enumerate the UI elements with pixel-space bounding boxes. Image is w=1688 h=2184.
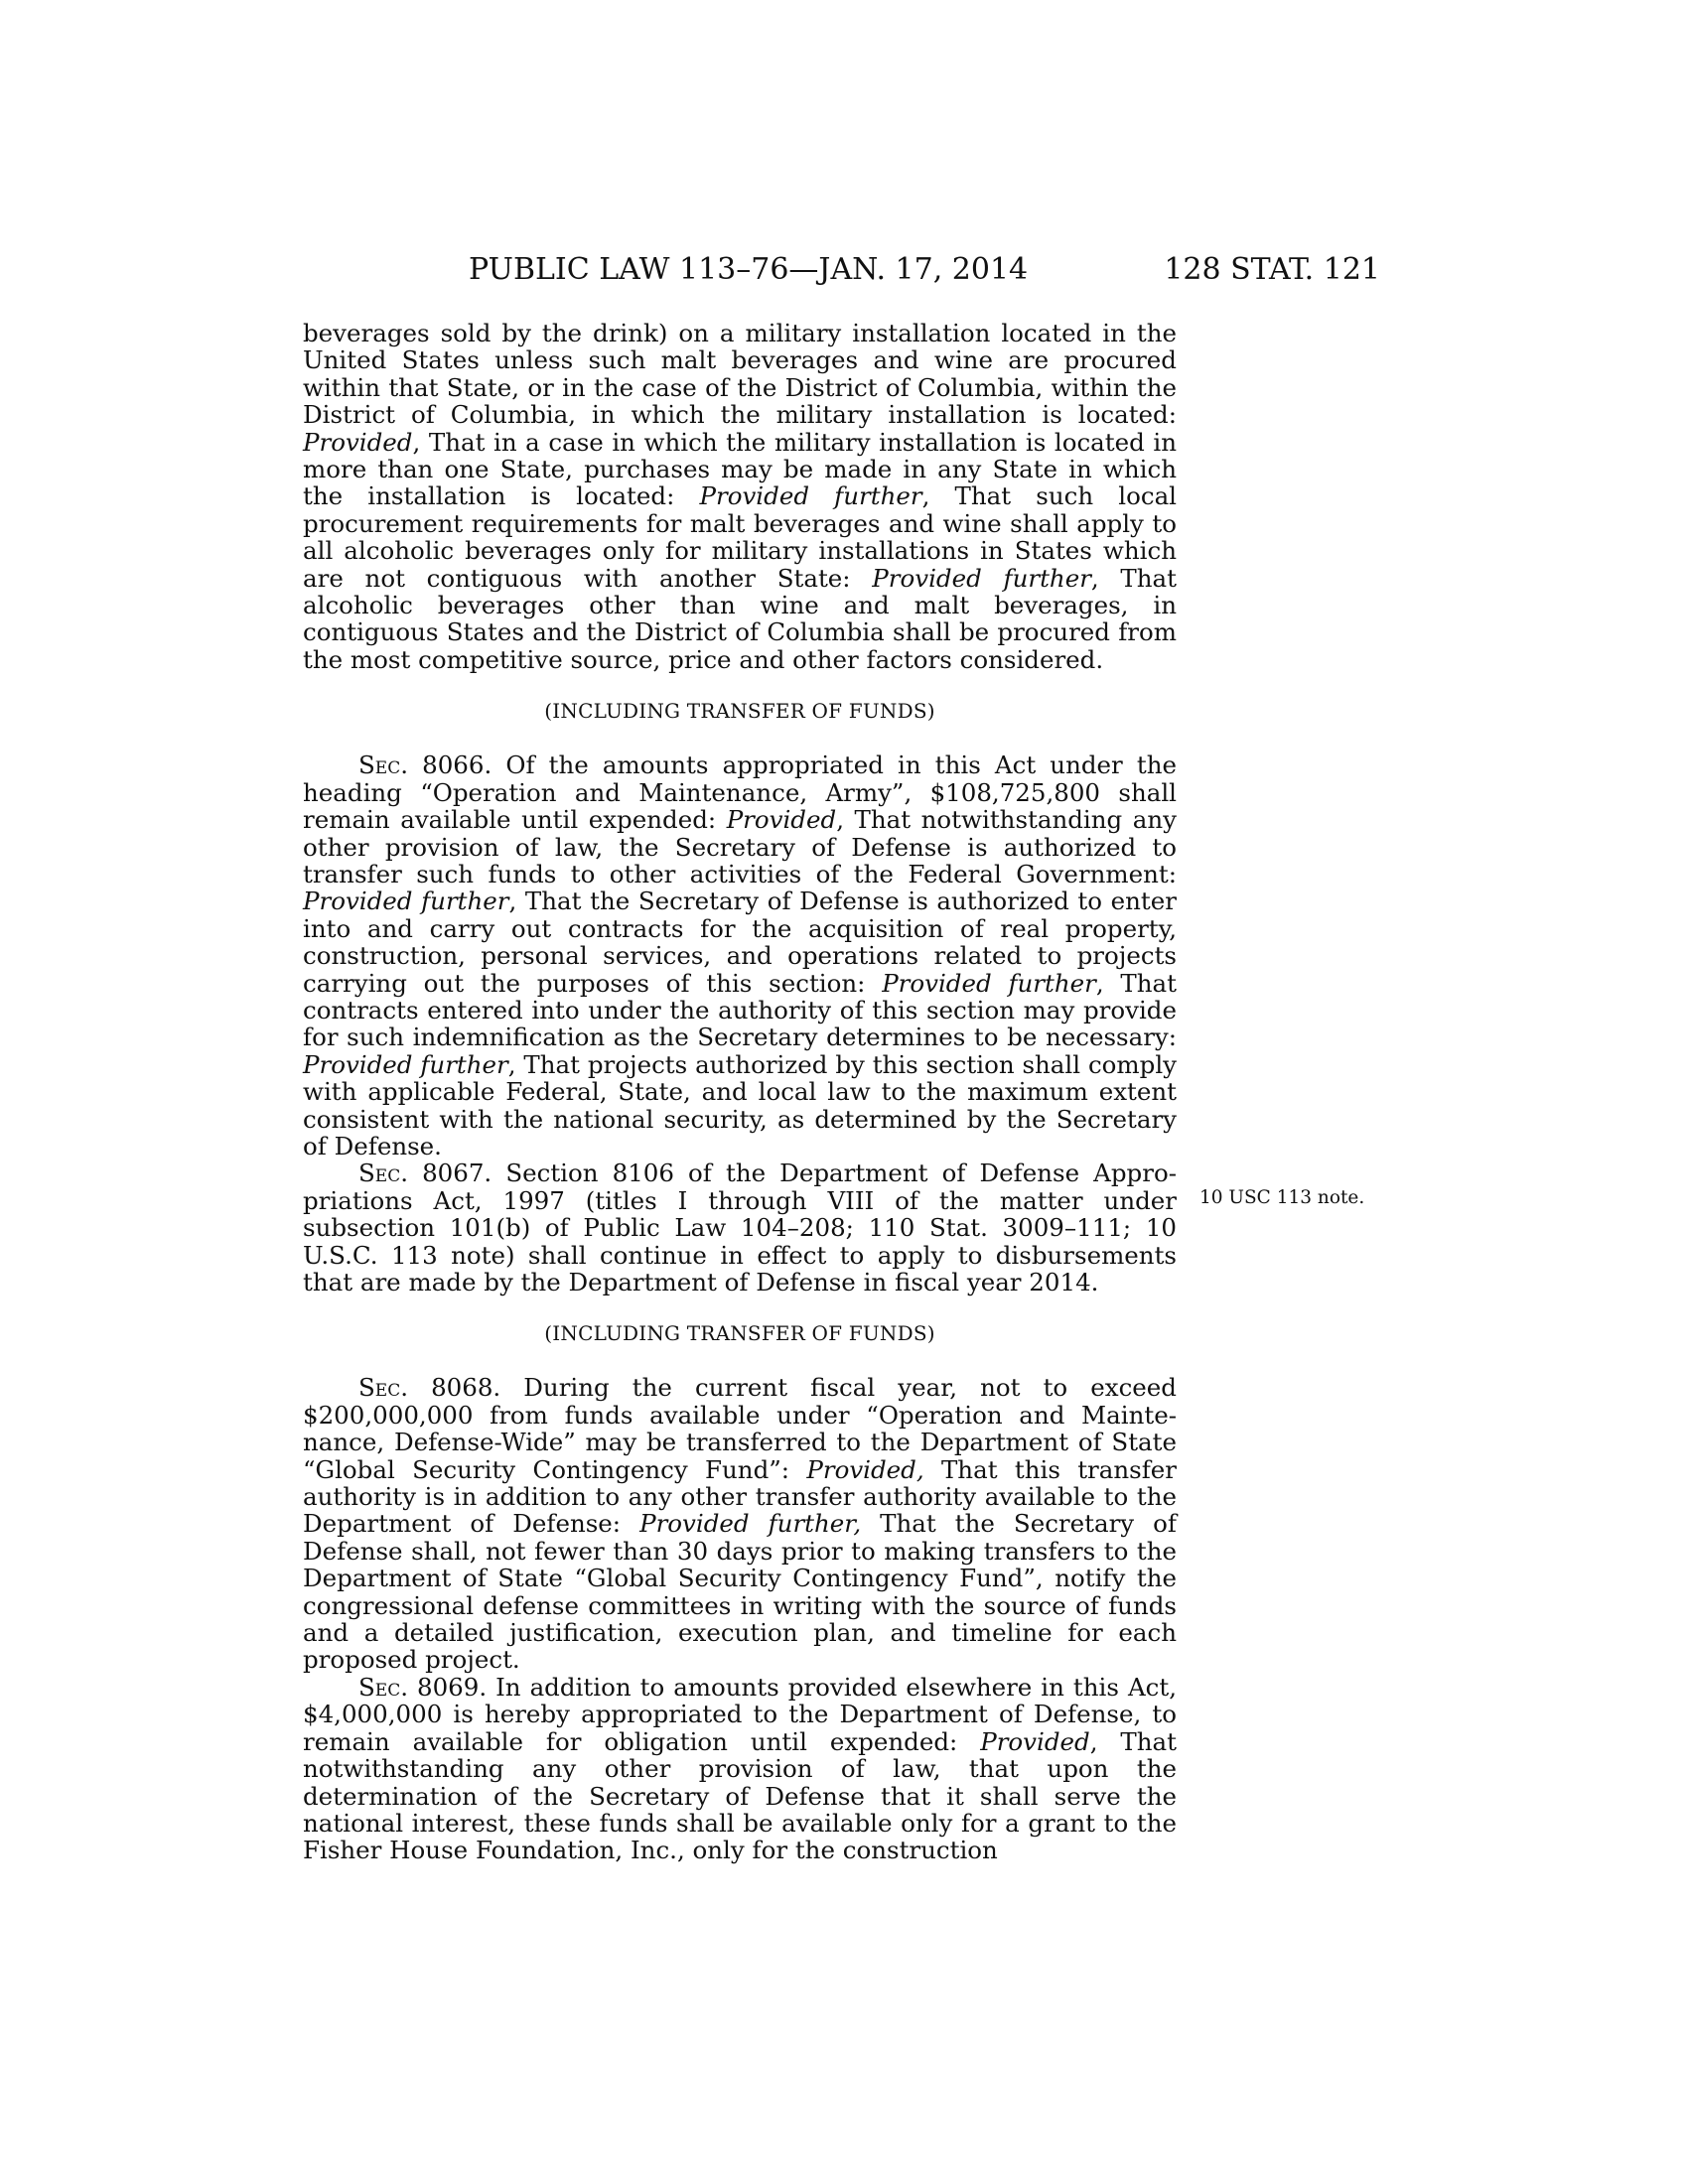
continued-paragraph: [303, 320, 1177, 673]
section-heading: (INCLUDING TRANSFER OF FUNDS): [544, 1321, 935, 1346]
section-label: Sec: [358, 751, 401, 780]
proviso: Provided further: [882, 968, 1096, 998]
section-8066: [303, 751, 1177, 1160]
proviso: Provided further: [303, 1049, 508, 1079]
section-label: Sec: [358, 1672, 401, 1702]
text-run: , That contracts entered into under the authority of this section may provide for such indemnification as the Secretary determines to be necessary:: [303, 968, 1177, 1052]
proviso: Provided further: [699, 481, 922, 511]
statute-citation: 128 STAT. 121: [1164, 252, 1380, 287]
text-run: , That notwithstanding any other provision of law, the Secretary of Defense is authorized to transfer such funds to other activities of the Federal Government:: [303, 805, 1178, 888]
text-run: , That in a case in which the military installation is located in more than one State, purchases may be made in any State in which the installation is located:: [303, 427, 1177, 511]
section-heading: (INCLUDING TRANSFER OF FUNDS): [544, 699, 935, 724]
section-8068: [303, 1374, 1177, 1673]
proviso: Provided: [980, 1726, 1090, 1756]
text-run: , That notwithstanding any other provision of law, that upon the determination of the Secretary of Defense that it shall serve the national interest, these funds shall be available only for a grant to the Fisher House Foundation, Inc., only for the construction: [303, 1726, 1177, 1865]
body-text: [303, 320, 1177, 1864]
running-head: PUBLIC LAW 113–76—JAN. 17, 2014: [469, 252, 1029, 287]
section-8069: [303, 1674, 1177, 1864]
proviso: Provided: [303, 427, 413, 457]
text-run: . 8068. During the current fiscal year, not to exceed $200,000,000 from funds available under “Operation and Maintenance, Defense-Wide” may be transferred to the Department of State “Global Security Contingency Fund”:: [303, 1373, 1177, 1484]
margin-note: 10 USC 113 note.: [1199, 1187, 1365, 1208]
text-run: . 8069. In addition to amounts provided elsewhere in this Act, $4,000,000 is hereby appropriated to the Department of Defense, to remain available for obligation until expended:: [303, 1672, 1177, 1756]
text-run: That the Secretary of Defense shall, not fewer than 30 days prior to making transfers to the Department of State “Global Security Contingency Fund”, notify the congressional defense committees in writing with the source of funds and a detailed justification, execution plan, and timeline for each proposed project.: [303, 1509, 1177, 1675]
section-8067: [303, 1160, 1177, 1296]
text-run: beverages sold by the drink) on a military installation located in the United States unless such malt beverages and wine are procured within that State, or in the case of the District of Columbia, within the District of Columbia, in which the military installation is located:: [303, 319, 1177, 430]
text-run: , That such local procurement requirements for malt beverages and wine shall apply to all alcoholic beverages only for military installations in States which are not contiguous with another State:: [303, 481, 1178, 593]
section-label: Sec: [358, 1159, 401, 1188]
text-run: , That projects authorized by this section shall comply with applicable Federal, State, and local law to the maximum extent consistent with the national security, as determined by the Secretary of Defense.: [303, 1049, 1178, 1160]
proviso: Provided further: [872, 563, 1091, 593]
proviso: Provided,: [806, 1454, 924, 1484]
proviso: Provided: [726, 805, 837, 835]
text-run: That this transfer authority is in addition to any other transfer authority available to the Department of Defense:: [303, 1454, 1178, 1539]
page-header: [298, 252, 1380, 292]
proviso: Provided further: [303, 887, 509, 916]
text-run: . 8067. Section 8106 of the Department of Defense Appropriations Act, 1997 (titles I through VIII of the matter under subsection 101(b) of Public Law 104–208; 110 Stat. 3009–111; 10 U.S.C. 113 note) shall continue in effect to apply to disbursements that are made by the Department of Defense in fiscal year 2014.: [303, 1159, 1177, 1297]
text-run: . 8066. Of the amounts appropriated in this Act under the heading “Operation and Maintenance, Army”, $108,725,800 shall remain available until expended:: [303, 751, 1177, 835]
text-run: , That the Secretary of Defense is authorized to enter into and carry out contracts for the acquisition of real property, construction, personal services, and operations related to projects carrying out the purposes of this section:: [303, 887, 1177, 998]
proviso: Provided further,: [639, 1509, 862, 1539]
section-label: Sec: [358, 1373, 401, 1403]
text-run: , That alcoholic beverages other than wine and malt beverages, in contiguous States and the District of Columbia shall be procured from the most competitive source, price and other factors considered.: [303, 563, 1178, 674]
